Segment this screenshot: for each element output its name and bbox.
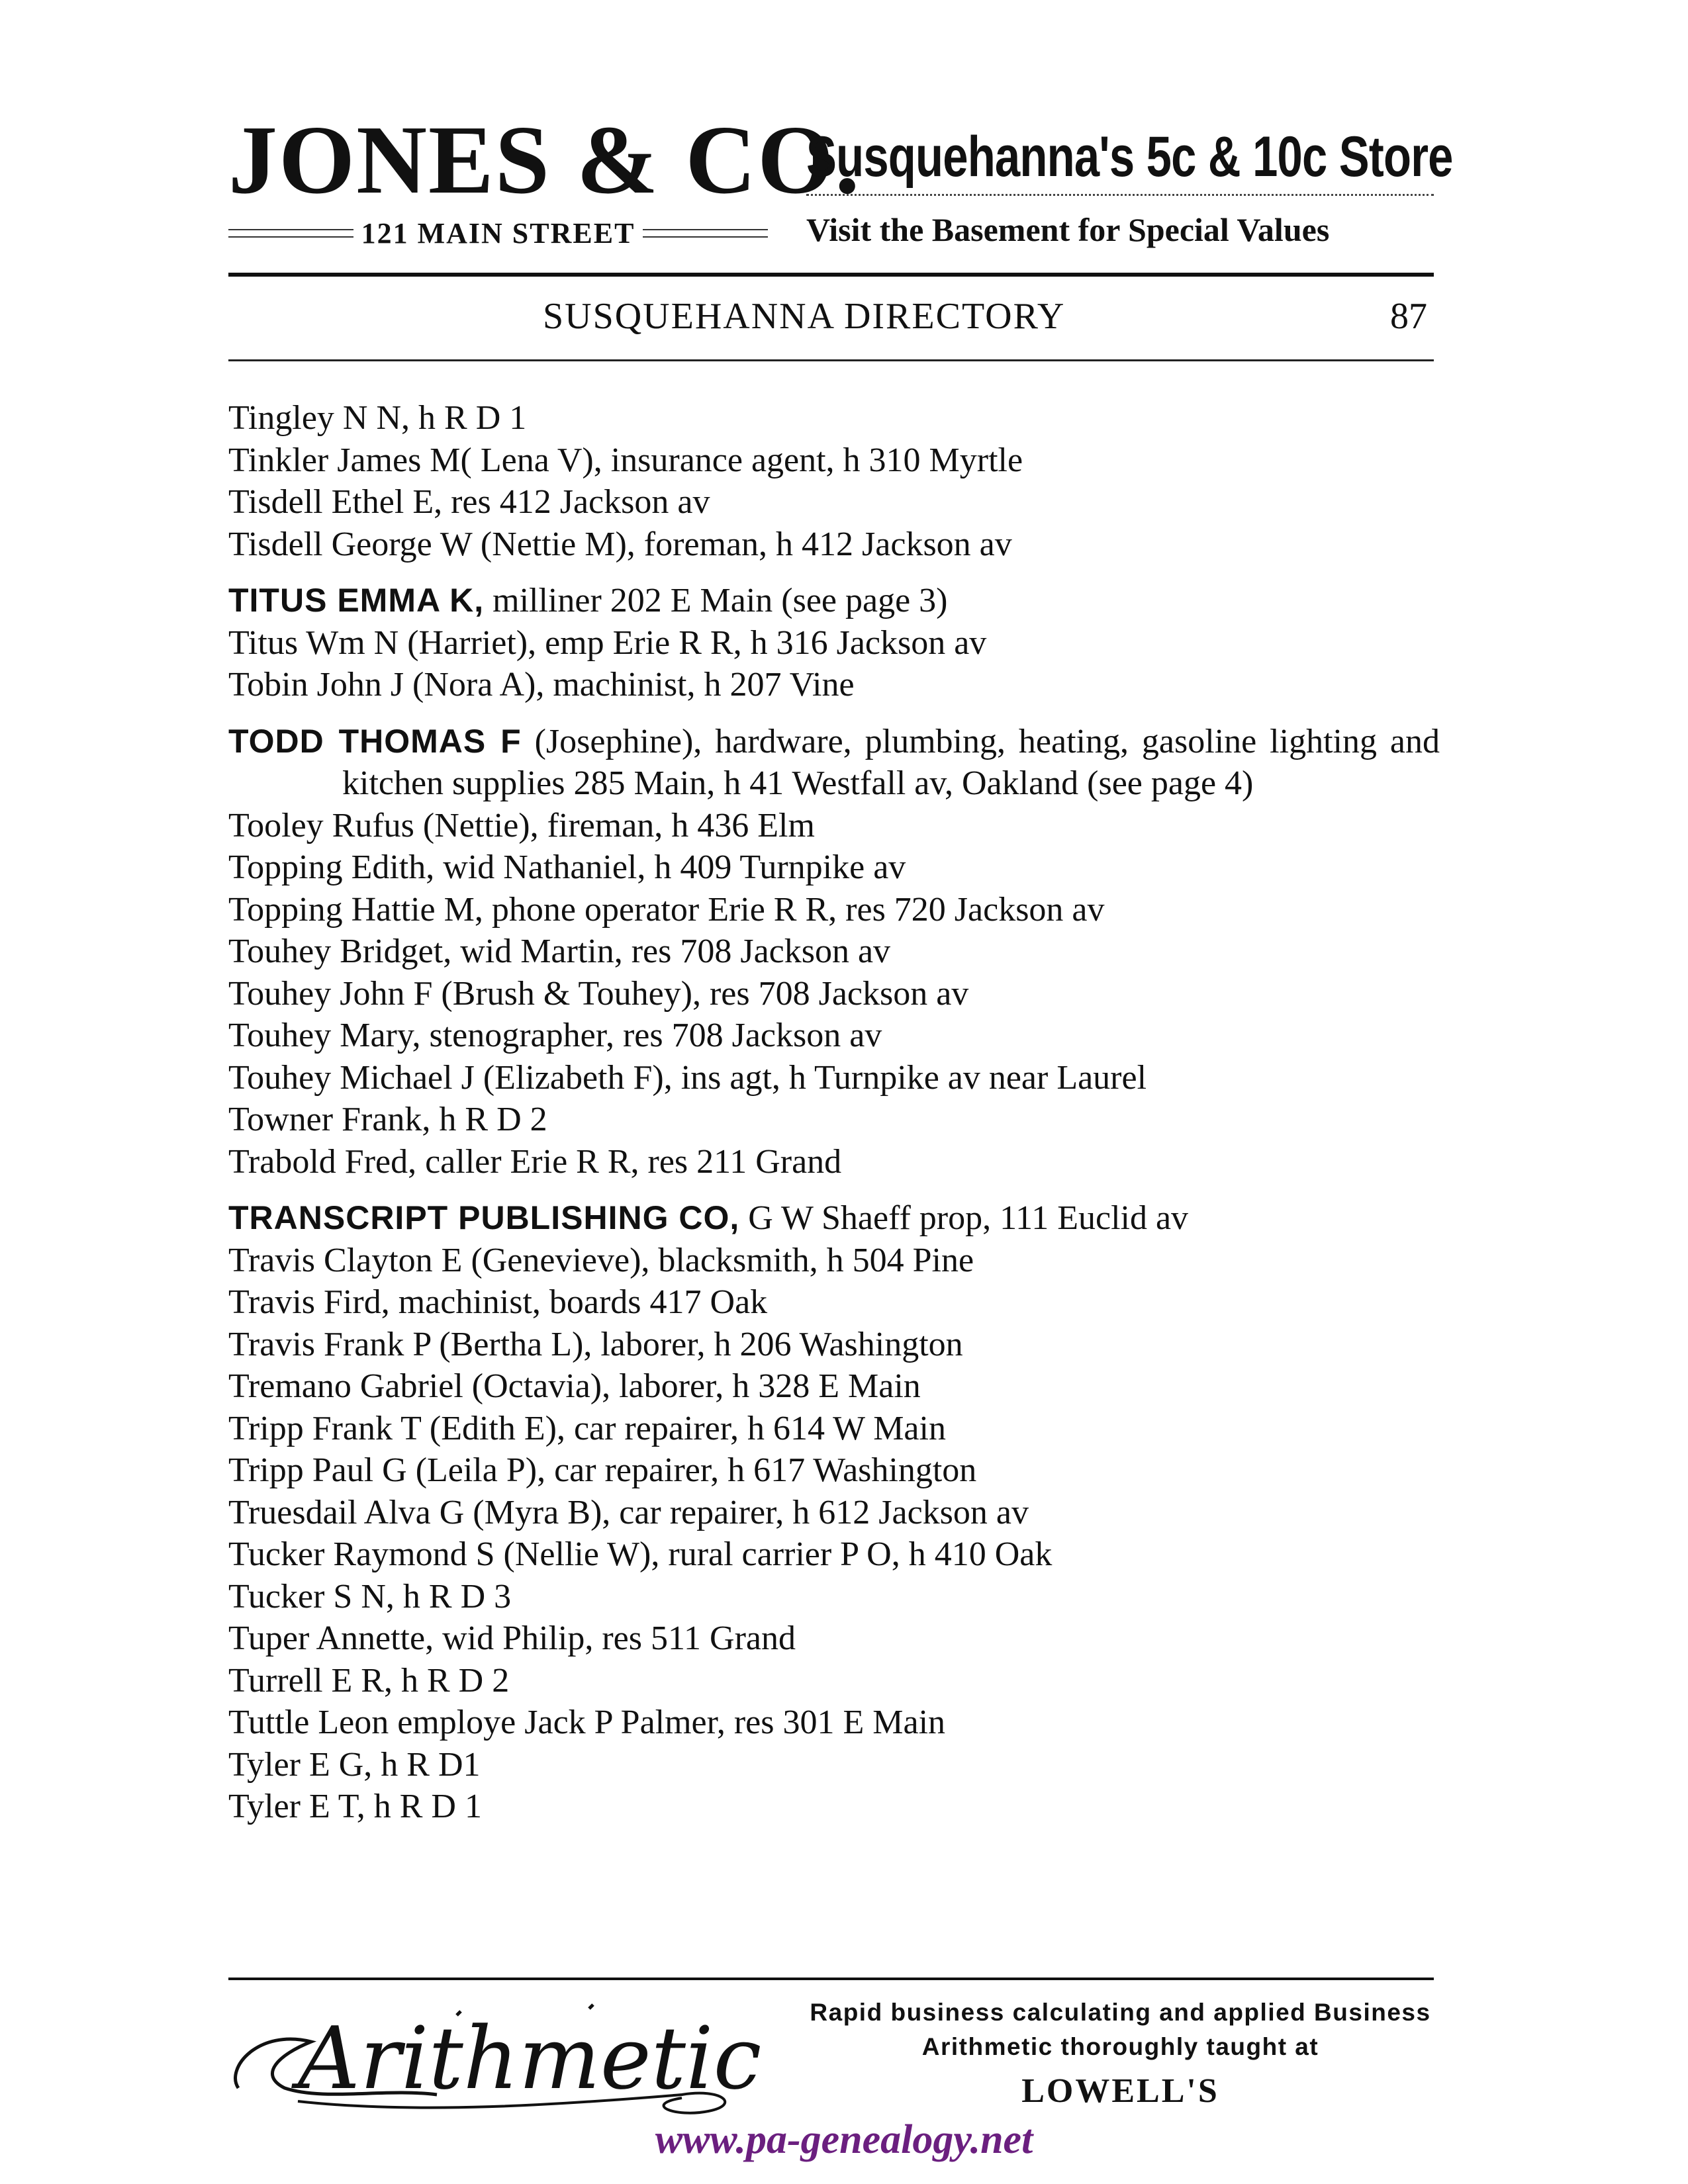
entry-text: Tucker Raymond S (Nellie W), rural carrier P O, h 410 Oak	[228, 1535, 1053, 1573]
entry-text: Tyler E T, h R D 1	[228, 1788, 482, 1825]
entry-text: Tripp Frank T (Edith E), car repairer, h 614 W Main	[228, 1409, 946, 1447]
directory-entry	[228, 523, 1440, 566]
directory-entry	[228, 721, 1440, 805]
decorative-rule-left	[228, 229, 353, 238]
directory-entry	[228, 664, 1440, 706]
entry-text: Tripp Paul G (Leila P), car repairer, h 617 Washington	[228, 1451, 977, 1489]
arithmetic-logo	[218, 1989, 761, 2121]
directory-entry	[228, 805, 1440, 847]
directory-entry	[228, 889, 1440, 931]
entry-text: Turrell E R, h R D 2	[228, 1661, 510, 1700]
entry-text: Touhey Michael J (Elizabeth F), ins agt, h Turnpike av near Laurel	[228, 1058, 1147, 1097]
entry-text: Trabold Fred, caller Erie R R, res 211 Grand	[228, 1142, 842, 1181]
entry-text: Travis Fird, machinist, boards 417 Oak	[228, 1283, 768, 1321]
store-address	[228, 213, 768, 253]
entry-text: Titus Wm N (Harriet), emp Erie R R, h 316 Jackson av	[228, 623, 987, 662]
entry-text: Tooley Rufus (Nettie), fireman, h 436 Elm	[228, 806, 815, 844]
directory-entry	[228, 1281, 1440, 1324]
entry-text: G W Shaeff prop, 111 Euclid av	[739, 1199, 1189, 1237]
directory-entry	[228, 397, 1440, 439]
page-title: SUSQUEHANNA DIRECTORY	[543, 296, 1066, 337]
directory-entry	[228, 1197, 1440, 1240]
footer-rule	[228, 1978, 1434, 1980]
entry-text: Tisdell Ethel E, res 412 Jackson av	[228, 483, 710, 521]
watermark-link[interactable]: www.pa-genealogy.net	[655, 2117, 1033, 2162]
school-ad-text: Rapid business calculating and applied Business Arithmetic thoroughly taught at	[810, 1999, 1431, 2060]
entry-text: Towner Frank, h R D 2	[228, 1101, 547, 1138]
directory-list	[228, 397, 1440, 1828]
entry-business-name: TITUS EMMA K,	[228, 582, 485, 619]
directory-entry	[228, 1099, 1440, 1141]
decorative-rule-right	[643, 229, 768, 238]
entry-text: Tucker S N, h R D 3	[228, 1577, 512, 1615]
directory-entry	[228, 481, 1440, 523]
store-tagline: Susquehanna's 5c & 10c Store	[806, 125, 1453, 189]
directory-entry	[228, 846, 1440, 889]
directory-entry	[228, 1141, 1440, 1183]
entry-text: (Josephine), hardware, plumbing, heating, gasoline lighting and kitchen supplies 285 Main, h 41 Westfall av, Oakland (see page 4)	[342, 722, 1440, 802]
entry-text: Topping Hattie M, phone operator Erie R R, res 720 Jackson av	[228, 890, 1105, 929]
directory-entry	[228, 1324, 1440, 1366]
tagline-underline	[806, 194, 1434, 196]
entry-text: Tobin John J (Nora A), machinist, h 207 Vine	[228, 666, 855, 704]
header-divider	[228, 359, 1434, 361]
entry-text: Topping Edith, wid Nathaniel, h 409 Turnpike av	[228, 848, 906, 886]
directory-entry	[228, 1576, 1440, 1618]
entry-text: milliner 202 E Main (see page 3)	[484, 582, 948, 619]
entry-text: Tyler E G, h R D1	[228, 1745, 481, 1784]
entry-text: Tuttle Leon employe Jack P Palmer, res 301 E Main	[228, 1704, 946, 1741]
entry-business-name: TRANSCRIPT PUBLISHING CO,	[228, 1199, 740, 1236]
entry-text: Truesdail Alva G (Myra B), car repairer, h 612 Jackson av	[228, 1493, 1029, 1531]
directory-entry	[228, 1660, 1440, 1702]
directory-entry	[228, 439, 1440, 482]
store-subtagline: Visit the Basement for Special Values	[806, 211, 1330, 248]
store-name: JONES & CO.	[228, 106, 861, 214]
store-address-text: 121 MAIN STREET	[361, 216, 635, 250]
arithmetic-logo-text: Arithmetic	[298, 2008, 761, 2109]
entry-text: Travis Frank P (Bertha L), laborer, h 206 Washington	[228, 1325, 963, 1363]
page-number: 87	[1390, 296, 1427, 337]
directory-entry	[228, 1533, 1440, 1576]
directory-entry	[228, 1617, 1440, 1660]
directory-entry	[228, 1408, 1440, 1450]
entry-text: Touhey John F (Brush & Touhey), res 708 Jackson av	[228, 974, 969, 1013]
directory-entry	[228, 1786, 1440, 1828]
directory-entry	[228, 1240, 1440, 1282]
directory-entry	[228, 580, 1440, 622]
directory-entry	[228, 1365, 1440, 1408]
entry-text: Tremano Gabriel (Octavia), laborer, h 328 E Main	[228, 1367, 921, 1405]
directory-entry	[228, 1449, 1440, 1492]
directory-entry	[228, 1057, 1440, 1099]
directory-entry	[228, 622, 1440, 664]
entry-text: Touhey Bridget, wid Martin, res 708 Jackson av	[228, 933, 891, 970]
entry-text: Travis Clayton E (Genevieve), blacksmith, h 504 Pine	[228, 1241, 974, 1279]
school-name: LOWELL'S	[1021, 2072, 1219, 2110]
header-rule	[228, 273, 1434, 277]
entry-text: Tinkler James M( Lena V), insurance agent, h 310 Myrtle	[228, 441, 1023, 479]
entry-text: Tuper Annette, wid Philip, res 511 Grand	[228, 1619, 796, 1657]
entry-business-name: TODD THOMAS F	[228, 722, 522, 760]
entry-text: Tingley N N, h R D 1	[228, 399, 527, 437]
directory-entry	[228, 973, 1440, 1015]
directory-entry	[228, 1015, 1440, 1057]
directory-entry	[228, 1492, 1440, 1534]
entry-text: Touhey Mary, stenographer, res 708 Jackson av	[228, 1017, 882, 1054]
entry-text: Tisdell George W (Nettie M), foreman, h 412 Jackson av	[228, 525, 1012, 563]
directory-entry	[228, 1744, 1440, 1786]
directory-entry	[228, 1702, 1440, 1744]
directory-entry	[228, 931, 1440, 973]
